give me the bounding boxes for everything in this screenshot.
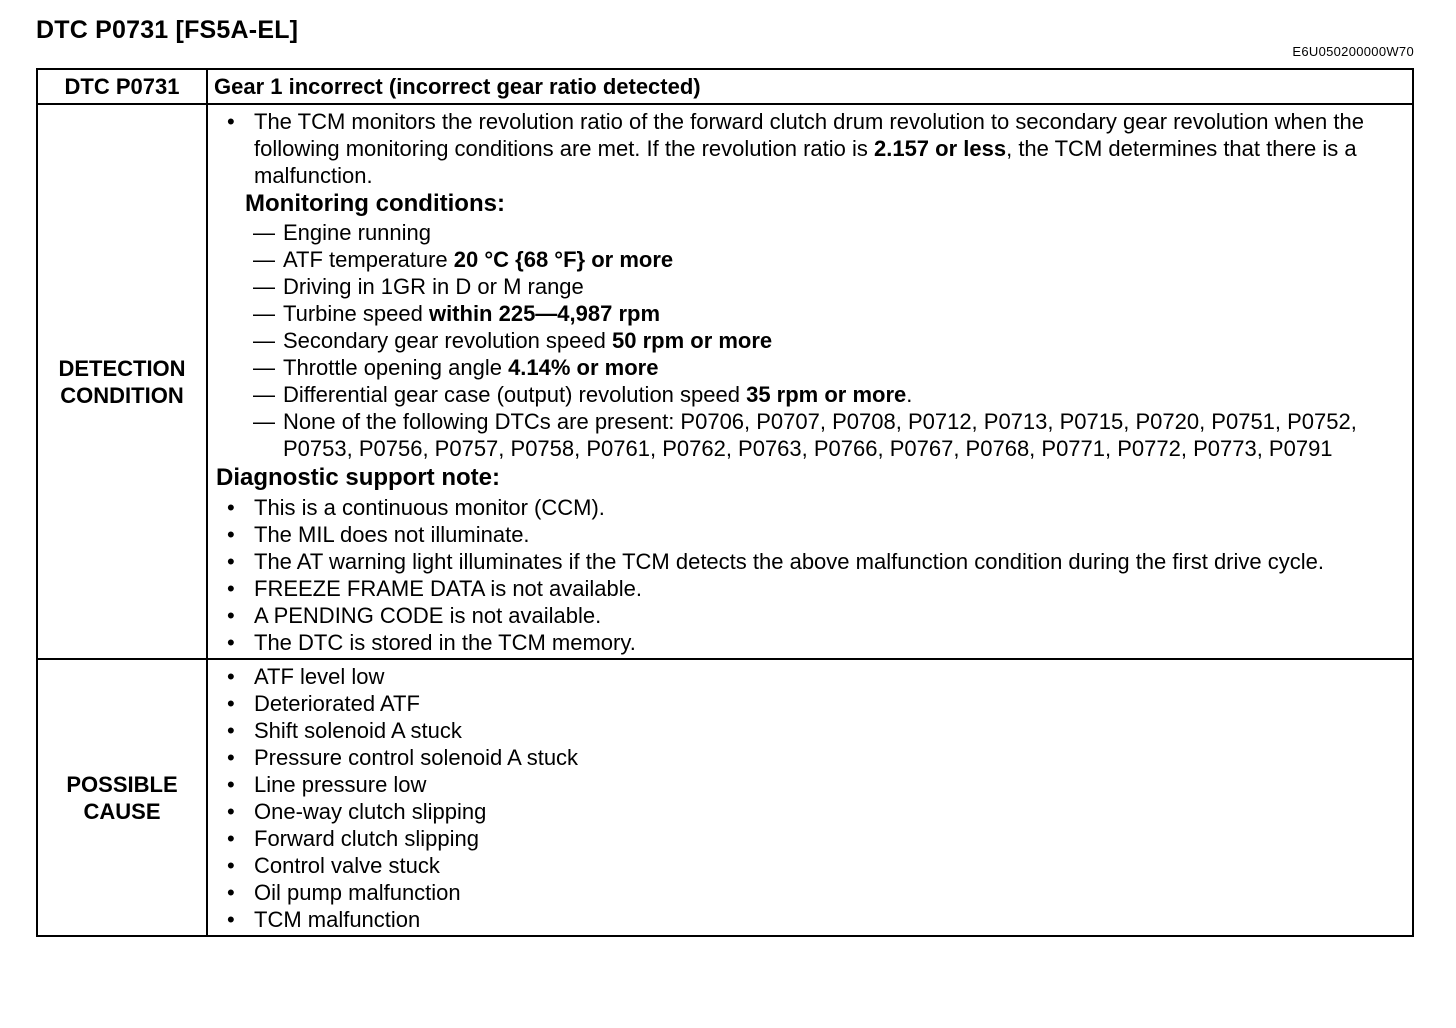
cause-item: • Oil pump malfunction — [216, 879, 1392, 906]
condition-text: Secondary gear revolution speed — [283, 328, 612, 353]
condition-item — [253, 300, 1392, 327]
cause-item: • ATF level low — [216, 663, 1392, 690]
condition-item — [253, 246, 1392, 273]
cause-item: • One-way clutch slipping — [216, 798, 1392, 825]
monitoring-conditions-list — [216, 219, 1392, 462]
cause-item: • Forward clutch slipping — [216, 825, 1392, 852]
header-row — [37, 69, 1413, 104]
condition-item — [253, 354, 1392, 381]
intro-text-c: , the TCM determines that there is a malfunction. — [254, 136, 1357, 188]
possible-cause-content — [207, 659, 1413, 936]
condition-item — [253, 408, 1392, 462]
intro-text-a: The TCM monitors the revolution ratio of the forward clutch drum revolution to secondary gear revolution when the following monitoring conditions are met. If the revolution ratio is — [254, 109, 1364, 161]
dtc-description-cell: Gear 1 incorrect (incorrect gear ratio detected) — [207, 69, 1413, 104]
condition-value: within 225—4,987 rpm — [428, 301, 661, 326]
detection-condition-row — [37, 104, 1413, 659]
condition-item — [253, 381, 1392, 408]
condition-text: Throttle opening angle — [283, 355, 509, 380]
note-item: • This is a continuous monitor (CCM). — [216, 494, 1392, 521]
cause-label-line1: POSSIBLE — [66, 771, 178, 797]
intro-paragraph — [216, 108, 1392, 189]
diagnostic-support-note-heading: Diagnostic support note: — [216, 464, 500, 491]
cause-item: • Line pressure low — [216, 771, 1392, 798]
condition-item — [253, 327, 1392, 354]
possible-cause-label — [37, 659, 207, 936]
note-item: • The DTC is stored in the TCM memory. — [216, 629, 1392, 656]
note-item: • The MIL does not illuminate. — [216, 521, 1392, 548]
intro-list — [216, 108, 1392, 189]
monitoring-conditions-heading: Monitoring conditions: — [245, 190, 505, 217]
cause-item: • Shift solenoid A stuck — [216, 717, 1392, 744]
condition-item — [253, 219, 1392, 246]
condition-value: 50 rpm or more — [612, 328, 773, 353]
condition-text: ATF temperature — [283, 247, 454, 272]
detection-label-line1: DETECTION — [58, 355, 186, 381]
condition-value: 4.14% or more — [508, 355, 659, 380]
intro-threshold: 2.157 or less — [873, 136, 1007, 161]
cause-item: • Deteriorated ATF — [216, 690, 1392, 717]
condition-item — [253, 273, 1392, 300]
condition-text: Engine running — [283, 220, 432, 245]
condition-value: 20 °C {68 °F} or more — [453, 247, 674, 272]
cause-label-line2: CAUSE — [83, 798, 161, 824]
note-item: • The AT warning light illuminates if the TCM detects the above malfunction condition during the first drive cycle. — [216, 548, 1392, 575]
page-title: DTC P0731 [FS5A-EL] — [36, 16, 299, 44]
diagnostic-notes-list — [216, 494, 1392, 656]
note-item: • FREEZE FRAME DATA is not available. — [216, 575, 1392, 602]
document-code: E6U050200000W70 — [1292, 44, 1414, 59]
condition-value: 35 rpm or more — [746, 382, 907, 407]
detection-condition-content — [207, 104, 1413, 659]
dtc-table — [36, 68, 1414, 937]
condition-text: None of the following DTCs are present: P0706, P0707, P0708, P0712, P0713, P0715, P0720, P0751, P0752, P0753, P0756, P0757, P0758, P0761, P0762, P0763, P0766, P0767, P0768, P0771, P0772, P0773, P0791 — [283, 409, 1357, 461]
condition-text: Turbine speed — [283, 301, 429, 326]
condition-text: Differential gear case (output) revolution speed — [283, 382, 747, 407]
condition-text: Driving in 1GR in D or M range — [283, 274, 584, 299]
detection-condition-label — [37, 104, 207, 659]
detection-label-line2: CONDITION — [60, 382, 184, 408]
possible-cause-list — [216, 663, 1392, 933]
possible-cause-row — [37, 659, 1413, 936]
condition-tail: . — [906, 382, 913, 407]
cause-item: • Control valve stuck — [216, 852, 1392, 879]
dtc-code-cell: DTC P0731 — [37, 69, 207, 104]
cause-item: • Pressure control solenoid A stuck — [216, 744, 1392, 771]
note-item: • A PENDING CODE is not available. — [216, 602, 1392, 629]
cause-item: • TCM malfunction — [216, 906, 1392, 933]
